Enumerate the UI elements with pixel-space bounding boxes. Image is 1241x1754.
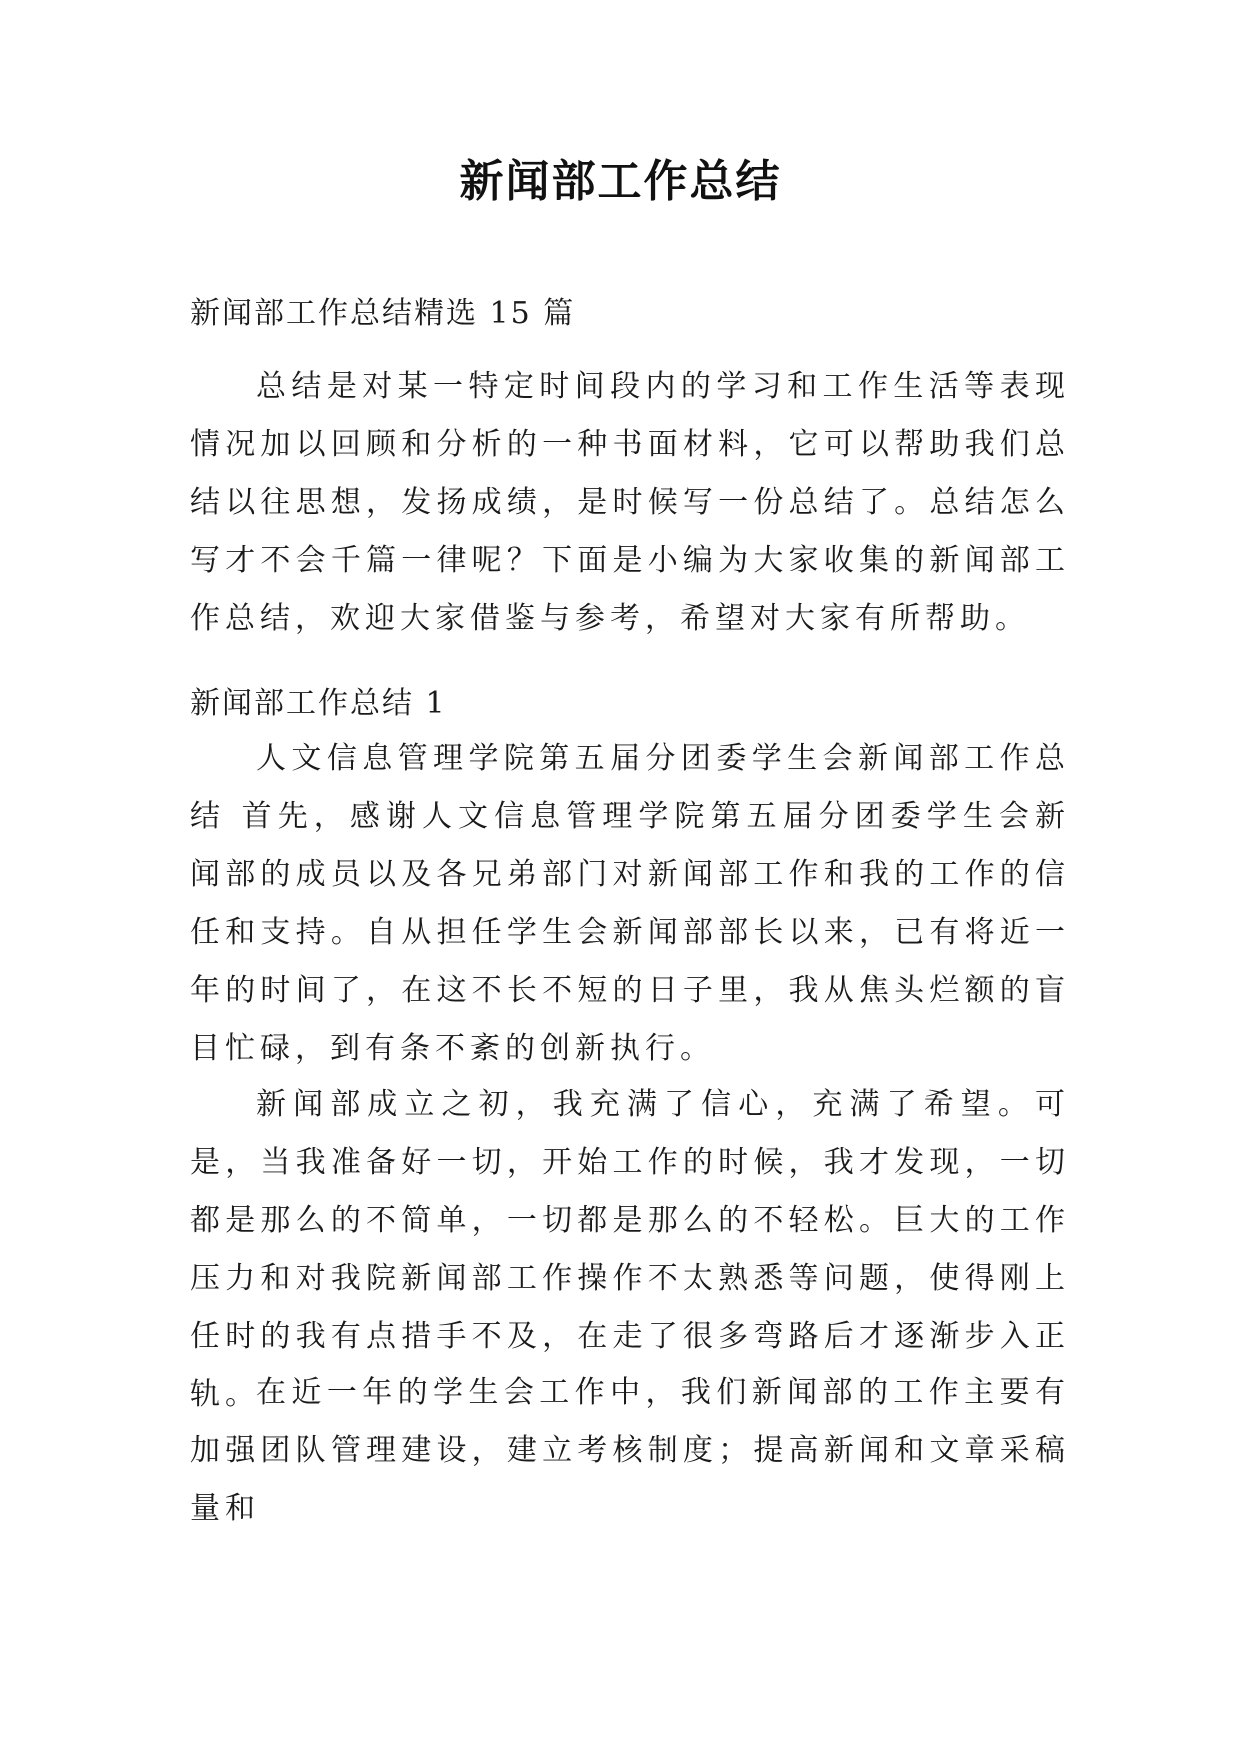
- section1-paragraph-1: 人文信息管理学院第五届分团委学生会新闻部工作总结 首先，感谢人文信息管理学院第五届分团委学生会新闻部的成员以及各兄弟部门对新闻部工作和我的工作的信任和支持。自从担任学生会新闻部部长以来，已有将近一年的时间了，在这不长不短的日子里，我从焦头烂额的盲目忙碌，到有条不紊的创新执行。: [190, 741, 1070, 1066]
- document-subtitle: 新闻部工作总结精选 15 篇: [190, 296, 576, 331]
- intro-paragraph: 总结是对某一特定时间段内的学习和工作生活等表现情况加以回顾和分析的一种书面材料，它可以帮助我们总结以往思想，发扬成绩，是时候写一份总结了。总结怎么写才不会千篇一律呢？下面是小编为大家收集的新闻部工作总结，欢迎大家借鉴与参考，希望对大家有所帮助。: [190, 369, 1070, 636]
- section1-paragraph-2: 新闻部成立之初，我充满了信心，充满了希望。可是，当我准备好一切，开始工作的时候，我才发现，一切都是那么的不简单，一切都是那么的不轻松。巨大的工作压力和对我院新闻部工作操作不太熟悉等问题，使得刚上任时的我有点措手不及，在走了很多弯路后才逐渐步入正轨。: [190, 1087, 1070, 1412]
- section-heading-1: 新闻部工作总结 1: [190, 686, 447, 721]
- document-title: 新闻部工作总结: [459, 156, 782, 207]
- section1-paragraph-3: 在近一年的学生会工作中，我们新闻部的工作主要有加强团队管理建设，建立考核制度；提高新闻和文章采稿量和: [190, 1375, 1070, 1526]
